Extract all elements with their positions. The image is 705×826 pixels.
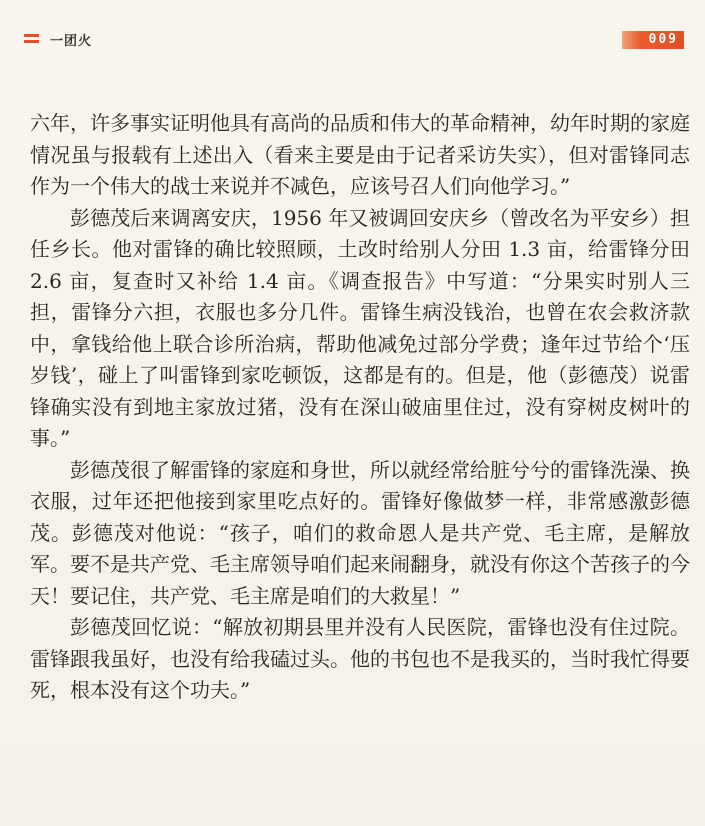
page-header: [0, 0, 705, 60]
page-number-badge: 009: [622, 31, 684, 49]
chapter-marker-icon: [24, 33, 39, 45]
paragraph-2: 彭德茂后来调离安庆，1956 年又被调回安庆乡（曾改名为平安乡）担任乡长。他对雷锋的确比较照顾，土改时给别人分田 1.3 亩，给雷锋分田 2.6 亩，复查时又补给 1.4 亩。《调查报告》中写道：“分果实时别人三担，雷锋分六担，衣服也多分几件。雷锋生病没钱治，也曾在农会救济款中，拿钱给他上联合诊所治病，帮助他减免过部分学费；逢年过节给个‘压岁钱’，碰上了叫雷锋到家吃顿饭，这都是有的。但是，他（彭德茂）说雷锋确实没有到地主家放过猪，没有在深山破庙里住过，没有穿树皮树叶的事。”: [30, 205, 690, 450]
paragraph-3: 彭德茂很了解雷锋的家庭和身世，所以就经常给脏兮兮的雷锋洗澡、换衣服，过年还把他接到家里吃点好的。雷锋好像做梦一样，非常感激彭德茂。彭德茂对他说：“孩子，咱们的救命恩人是共产党、毛主席，是解放军。要不是共产党、毛主席领导咱们起来闹翻身，就没有你这个苦孩子的今天！要记住，共产党、毛主席是咱们的大救星！”: [30, 457, 690, 608]
body-text: [30, 108, 690, 707]
paragraph-1: 六年，许多事实证明他具有高尚的品质和伟大的革命精神，幼年时期的家庭情况虽与报载有上述出入（看来主要是由于记者采访失实），但对雷锋同志作为一个伟大的战士来说并不减色，应该号召人们向他学习。”: [30, 111, 690, 198]
chapter-title: 一团火: [50, 34, 93, 49]
paragraph-4: 彭德茂回忆说：“解放初期县里并没有人民医院，雷锋也没有住过院。雷锋跟我虽好，也没有给我磕过头。他的书包也不是我买的，当时我忙得要死，根本没有这个功夫。”: [30, 615, 690, 702]
